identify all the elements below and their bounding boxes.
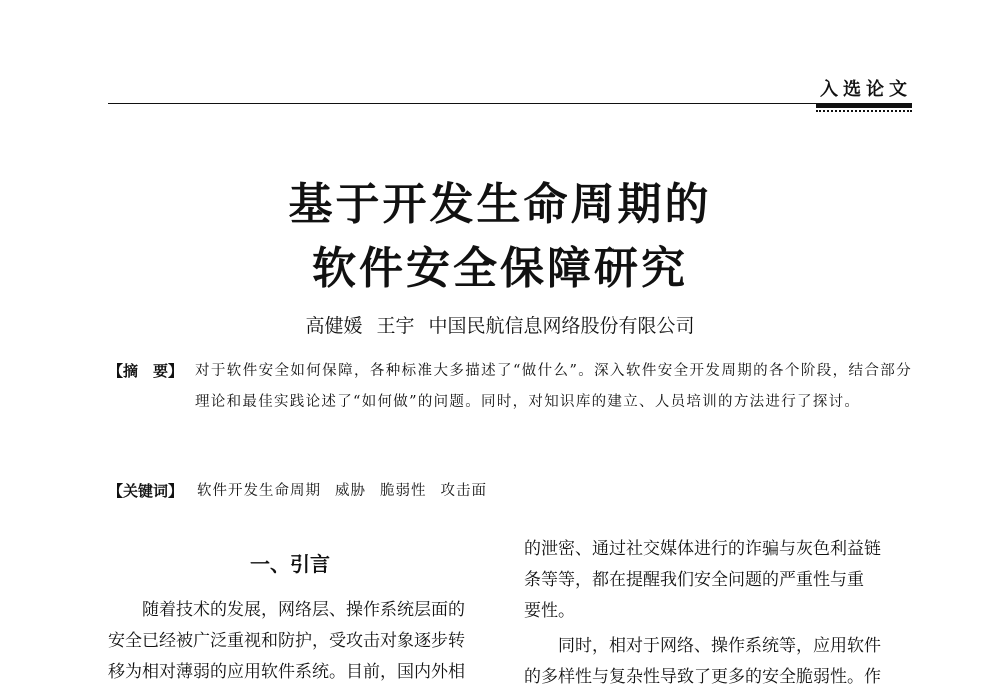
- body-line: 要性。: [524, 601, 575, 621]
- body-line: 同时，相对于网络、操作系统等，应用软件: [558, 636, 881, 656]
- header-rule-accent: [816, 103, 912, 108]
- authors: [0, 311, 1000, 338]
- body-line: 安全已经被广泛重视和防护，受攻击对象逐步转: [108, 631, 465, 651]
- keywords-list: [197, 479, 487, 500]
- abstract-label: 【摘 要】: [108, 362, 184, 380]
- body-line: 随着技术的发展，网络层、操作系统层面的: [142, 600, 465, 620]
- keyword: 威胁: [335, 483, 366, 499]
- header-rule: [108, 103, 912, 104]
- header-rule-dots: [816, 110, 912, 112]
- author-1: 高健媛: [305, 315, 363, 337]
- keyword: 软件开发生命周期: [197, 483, 321, 499]
- abstract-text: 对于软件安全如何保障，各种标准大多描述了“做什么”。深入软件安全开发周期的各个阶段，结合部分理论和最佳实践论述了“如何做”的问题。同时，对知识库的建立、人员培训的方法进行了探讨。: [195, 363, 912, 410]
- left-column: [108, 595, 498, 688]
- keywords-label: 【关键词】: [108, 482, 184, 500]
- paper-title-line-2: 软件安全保障研究: [312, 243, 688, 294]
- keyword: 脆弱性: [380, 483, 427, 499]
- keyword: 攻击面: [440, 483, 487, 499]
- paper-title-line-1: 基于开发生命周期的: [288, 179, 712, 230]
- body-line: 条等等，都在提醒我们安全问题的严重性与重: [524, 570, 864, 590]
- header-label: 入选论文: [820, 79, 912, 100]
- section-heading: 一、引言: [250, 552, 330, 576]
- author-2: 王宇: [376, 315, 415, 337]
- body-line: 的泄密、通过社交媒体进行的诈骗与灰色利益链: [524, 539, 881, 559]
- body-line: 移为相对薄弱的应用软件系统。目前，国内外相: [108, 662, 465, 682]
- affiliation: 中国民航信息网络股份有限公司: [428, 315, 695, 337]
- right-column: [524, 534, 912, 693]
- body-line: 的多样性与复杂性导致了更多的安全脆弱性。作: [524, 667, 881, 687]
